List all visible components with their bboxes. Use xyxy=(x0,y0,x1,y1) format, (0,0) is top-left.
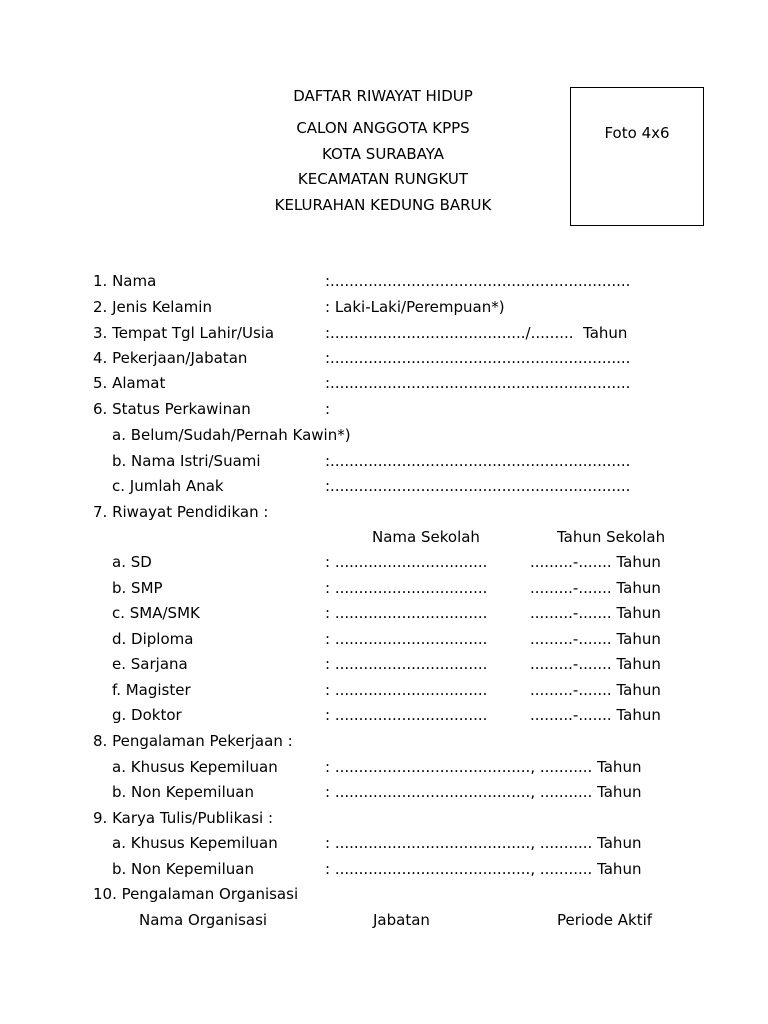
education-year-doktor: .........-....... Tahun xyxy=(530,706,661,724)
education-label-diploma: d. Diploma xyxy=(112,630,194,648)
field-value-gender: : Laki-Laki/Perempuan*) xyxy=(325,298,505,316)
education-school-diploma: : ................................ xyxy=(325,630,488,648)
education-school-sarjana: : ................................ xyxy=(325,655,488,673)
field-label-spouse: b. Nama Istri/Suami xyxy=(112,452,261,470)
education-label-sarjana: e. Sarjana xyxy=(112,655,188,673)
education-school-sma: : ................................ xyxy=(325,604,488,622)
field-label-occupation: 4. Pekerjaan/Jabatan xyxy=(93,349,248,367)
education-school-smp: : ................................ xyxy=(325,579,488,597)
education-label-magister: f. Magister xyxy=(112,681,191,699)
education-school-doktor: : ................................ xyxy=(325,706,488,724)
education-label-sd: a. SD xyxy=(112,553,152,571)
writing-label-election: a. Khusus Kepemiluan xyxy=(112,834,278,852)
header-line-city: KOTA SURABAYA xyxy=(321,145,445,163)
writing-heading: 9. Karya Tulis/Publikasi : xyxy=(93,809,274,827)
education-school-magister: : ................................ xyxy=(325,681,488,699)
work-value-non-election: : ........................................., ........... Tahun xyxy=(325,783,642,801)
field-value-birth: :........................................./......... Tahun xyxy=(325,324,628,342)
field-label-children: c. Jumlah Anak xyxy=(112,477,224,495)
field-value-address: :............................................................... xyxy=(325,374,631,392)
header-line-position: CALON ANGGOTA KPPS xyxy=(296,119,470,137)
field-label-birth: 3. Tempat Tgl Lahir/Usia xyxy=(93,324,275,342)
work-label-election: a. Khusus Kepemiluan xyxy=(112,758,278,776)
field-label-address: 5. Alamat xyxy=(93,374,166,392)
organization-heading: 10. Pengalaman Organisasi xyxy=(93,885,299,903)
education-label-sma: c. SMA/SMK xyxy=(112,604,200,622)
work-value-election: : ........................................., ........... Tahun xyxy=(325,758,642,776)
photo-label: Foto 4x6 xyxy=(604,124,670,142)
header-line-subdistrict: KELURAHAN KEDUNG BARUK xyxy=(274,196,492,214)
writing-value-election: : ........................................., ........... Tahun xyxy=(325,834,642,852)
field-label-gender: 2. Jenis Kelamin xyxy=(93,298,212,316)
education-label-doktor: g. Doktor xyxy=(112,706,182,724)
education-year-sd: .........-....... Tahun xyxy=(530,553,661,571)
field-label-name: 1. Nama xyxy=(93,272,157,290)
organization-col-period: Periode Aktif xyxy=(557,911,653,929)
education-school-sd: : ................................ xyxy=(325,553,488,571)
education-year-sarjana: .........-....... Tahun xyxy=(530,655,661,673)
field-value-marital: : xyxy=(325,400,331,418)
header-line-district: KECAMATAN RUNGKUT xyxy=(297,170,469,188)
field-value-children: :............................................................... xyxy=(325,477,631,495)
form-title: DAFTAR RIWAYAT HIDUP xyxy=(293,87,473,105)
education-col-school: Nama Sekolah xyxy=(372,528,480,546)
work-label-non-election: b. Non Kepemiluan xyxy=(112,783,254,801)
education-year-smp: .........-....... Tahun xyxy=(530,579,661,597)
education-year-magister: .........-....... Tahun xyxy=(530,681,661,699)
field-label-marital-status: a. Belum/Sudah/Pernah Kawin*) xyxy=(112,426,351,444)
organization-col-name: Nama Organisasi xyxy=(139,911,268,929)
writing-value-non-election: : ........................................., ........... Tahun xyxy=(325,860,642,878)
writing-label-non-election: b. Non Kepemiluan xyxy=(112,860,254,878)
field-value-spouse: :............................................................... xyxy=(325,452,631,470)
education-year-sma: .........-....... Tahun xyxy=(530,604,661,622)
organization-col-position: Jabatan xyxy=(373,911,430,929)
photo-placeholder xyxy=(570,87,704,226)
education-year-diploma: .........-....... Tahun xyxy=(530,630,661,648)
field-value-name: :............................................................... xyxy=(325,272,631,290)
work-heading: 8. Pengalaman Pekerjaan : xyxy=(93,732,293,750)
education-col-year: Tahun Sekolah xyxy=(557,528,666,546)
education-heading: 7. Riwayat Pendidikan : xyxy=(93,503,269,521)
field-value-occupation: :............................................................... xyxy=(325,349,631,367)
education-label-smp: b. SMP xyxy=(112,579,163,597)
field-label-marital: 6. Status Perkawinan xyxy=(93,400,251,418)
